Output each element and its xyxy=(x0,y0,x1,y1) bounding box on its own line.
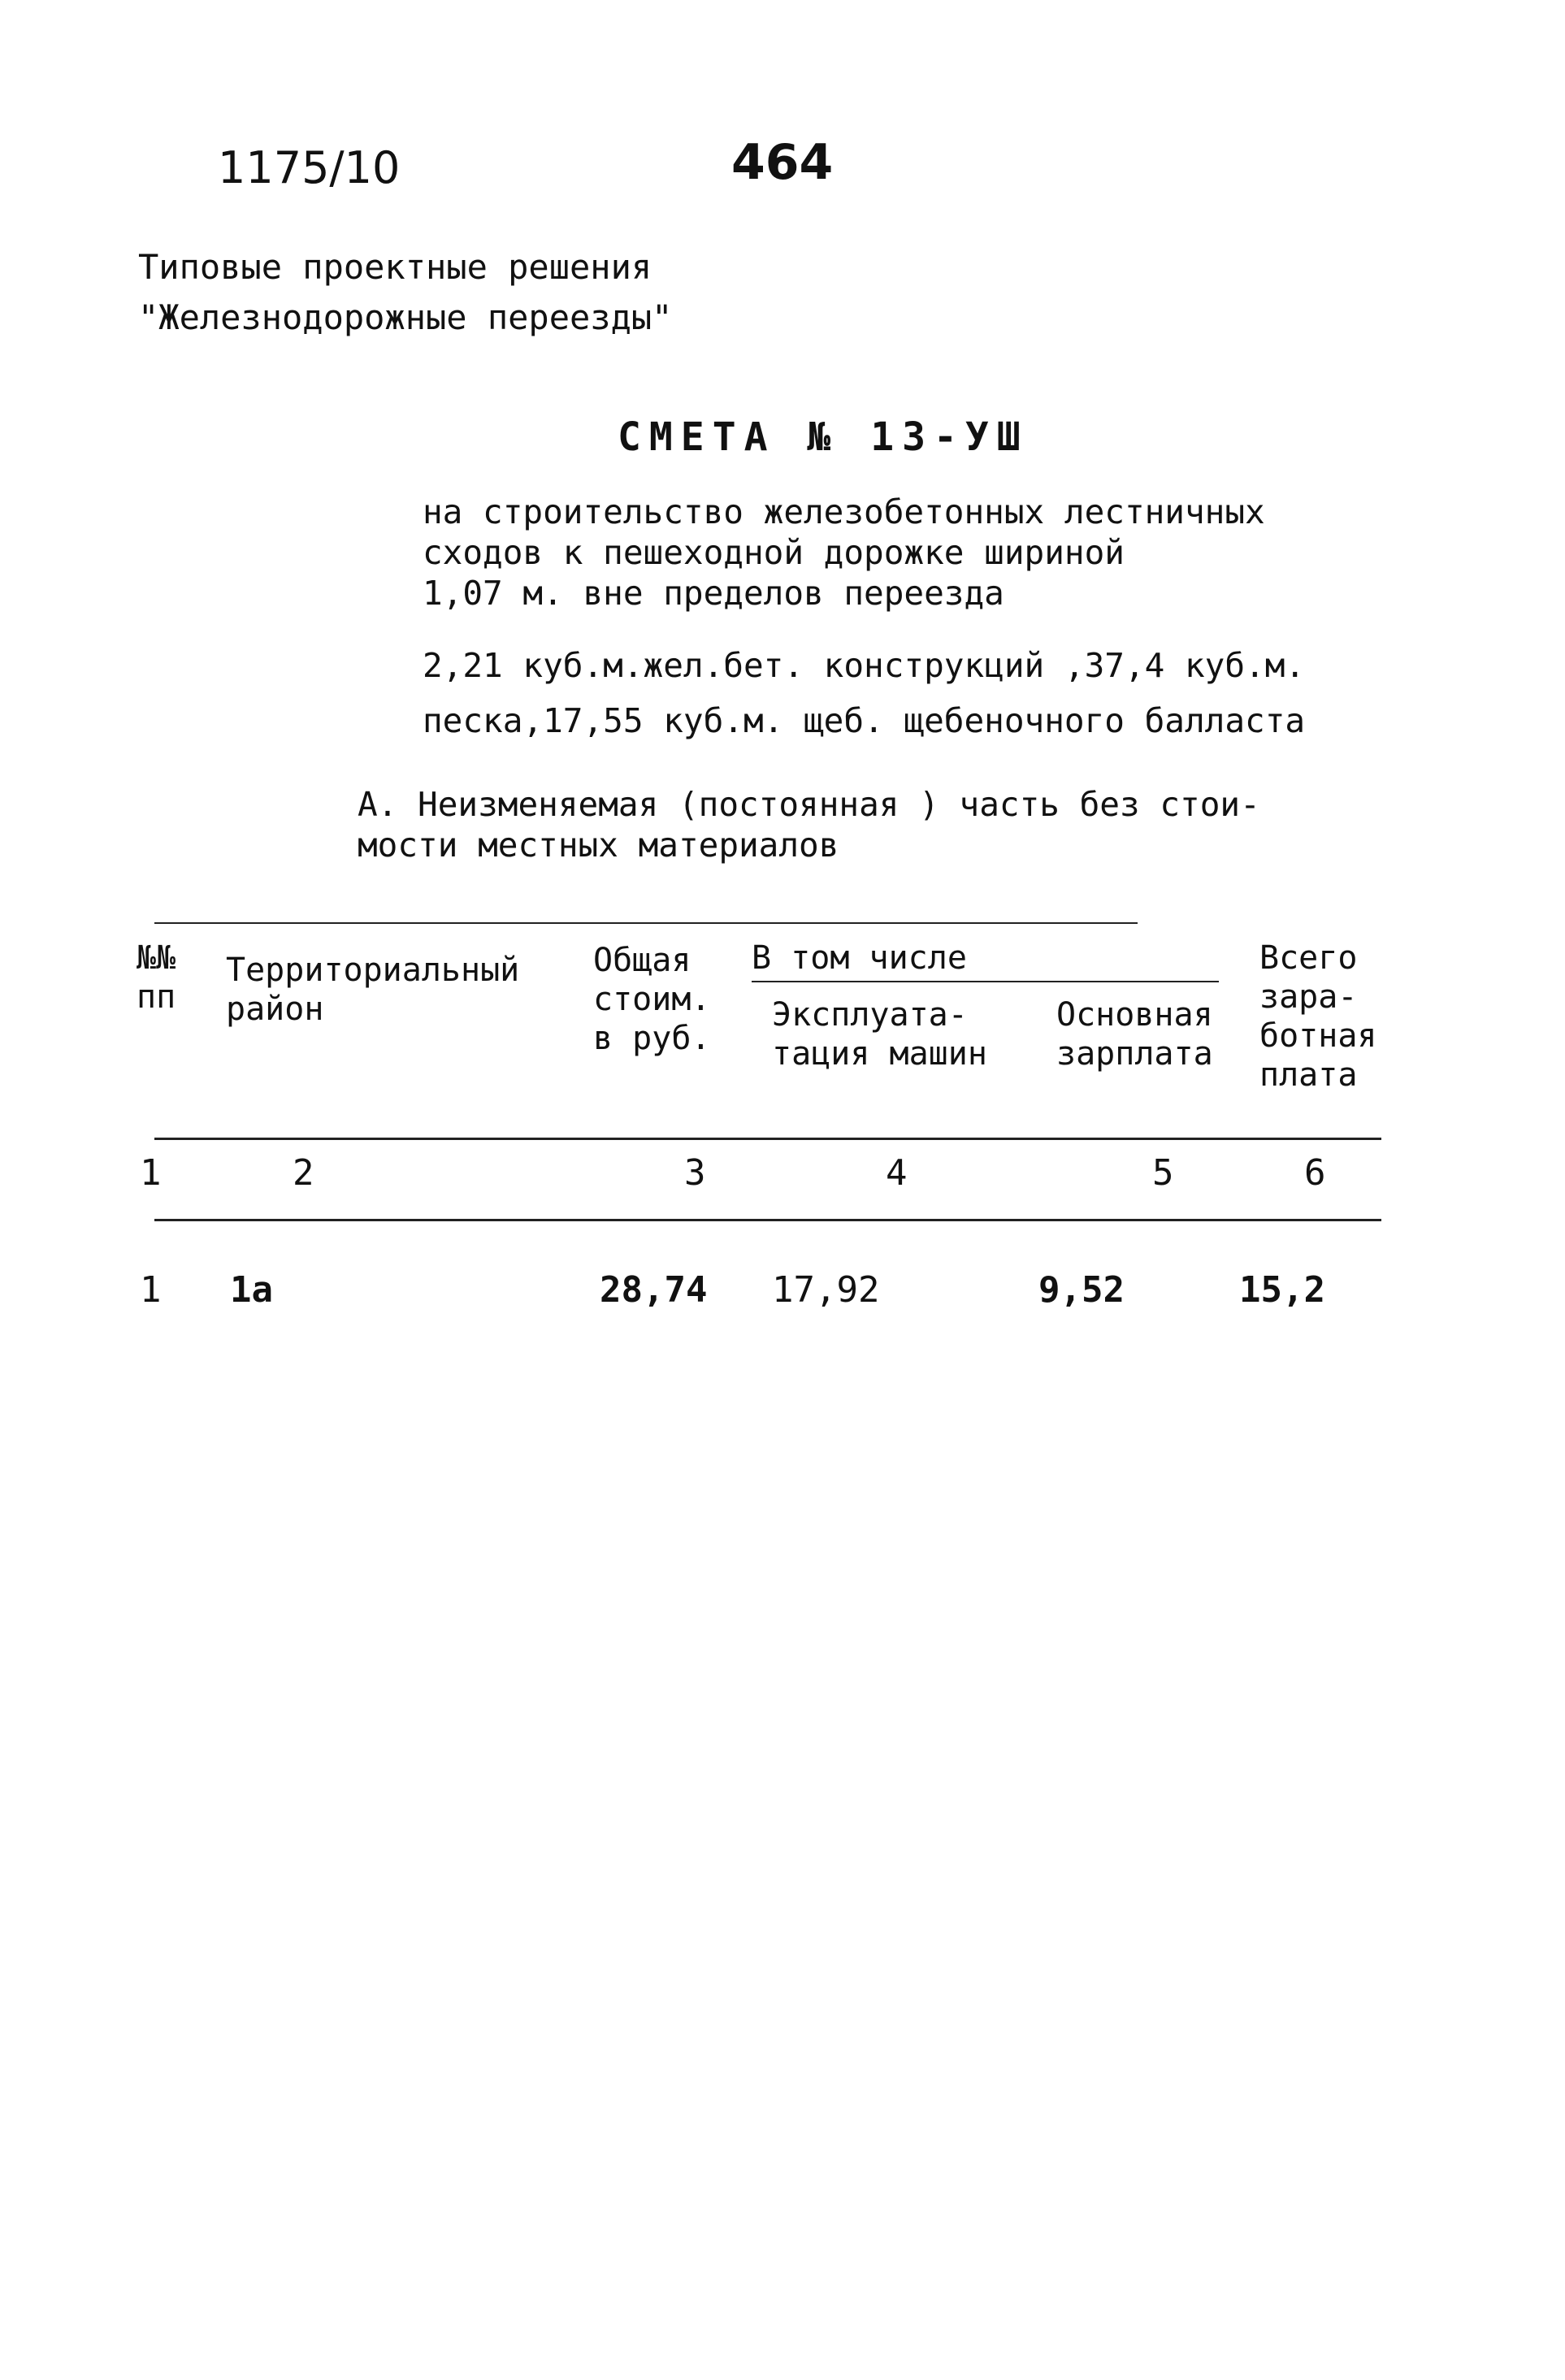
header-salary-line: Основная xyxy=(1056,996,1213,1034)
header-group: В том числе xyxy=(752,939,967,977)
cell-machines: 17,92 xyxy=(772,1269,880,1311)
subject-line: на строительство железобетонных лестничных xyxy=(423,492,1265,531)
cell-total-cost: 28,74 xyxy=(600,1269,708,1311)
header-total-cost-line: Общая xyxy=(593,942,691,979)
header-machines-line: Эксплуата- xyxy=(772,996,968,1034)
header-total-cost xyxy=(593,941,711,1058)
header-total-cost-line: стоим. xyxy=(593,981,711,1018)
cell-total-wage: 15,2 xyxy=(1239,1269,1325,1311)
series-title-line: "Железнодорожные переезды" xyxy=(138,297,673,337)
column-number: 1 xyxy=(140,1152,162,1194)
column-number: 4 xyxy=(886,1152,908,1194)
series-title-line: Типовые проектные решения xyxy=(138,247,652,287)
header-salary xyxy=(1056,995,1213,1073)
section-heading-line: мости местных материалов xyxy=(358,826,839,865)
section-heading-line: А. Неизменяемая (постоянная ) часть без стои- xyxy=(358,785,1260,824)
header-region-line: Территориальный xyxy=(226,952,520,989)
header-salary-line: зарплата xyxy=(1056,1035,1213,1073)
header-region xyxy=(226,951,519,1029)
header-number xyxy=(137,939,176,1017)
subject-line: 1,07 м. вне пределов переезда xyxy=(423,574,1004,613)
estimate-volumes xyxy=(423,638,1305,748)
header-total-wage-line: плата xyxy=(1259,1056,1358,1094)
volumes-line: 2,21 куб.м.жел.бет. конструкций ,37,4 куб.м. xyxy=(423,646,1306,685)
header-total-cost-line: в руб. xyxy=(593,1020,711,1057)
header-number-line: №№ xyxy=(137,939,176,977)
header-total-wage-line: ботная xyxy=(1259,1017,1377,1055)
header-total-wage-line: Всего xyxy=(1259,939,1358,977)
header-total-wage-line: зара- xyxy=(1259,978,1358,1016)
column-number: 6 xyxy=(1304,1152,1326,1194)
cell-region: 1а xyxy=(230,1269,273,1311)
header-machines xyxy=(772,995,987,1073)
column-numbers-rule xyxy=(154,1219,1381,1221)
subject-line: сходов к пешеходной дорожке шириной xyxy=(423,533,1125,572)
header-number-line: пп xyxy=(137,978,176,1016)
series-title xyxy=(138,242,672,343)
cell-number: 1 xyxy=(140,1269,162,1311)
cell-salary: 9,52 xyxy=(1038,1269,1125,1311)
group-rule xyxy=(752,981,1219,982)
estimate-title: СМЕТА № 13-УШ xyxy=(618,414,1029,460)
table-top-rule xyxy=(154,922,1138,924)
header-machines-line: тация машин xyxy=(772,1035,987,1073)
header-bottom-rule xyxy=(154,1138,1381,1140)
header-total-wage xyxy=(1259,939,1377,1095)
document-code: 1175/10 xyxy=(218,142,401,193)
page-number: 464 xyxy=(731,134,834,191)
volumes-line: песка,17,55 куб.м. щеб. щебеночного балласта xyxy=(423,701,1306,740)
column-number: 5 xyxy=(1152,1152,1174,1194)
header-region-line: район xyxy=(226,991,324,1028)
estimate-subject xyxy=(423,492,1265,613)
column-number: 2 xyxy=(293,1152,314,1194)
column-number: 3 xyxy=(684,1152,706,1194)
section-heading xyxy=(358,784,1260,865)
